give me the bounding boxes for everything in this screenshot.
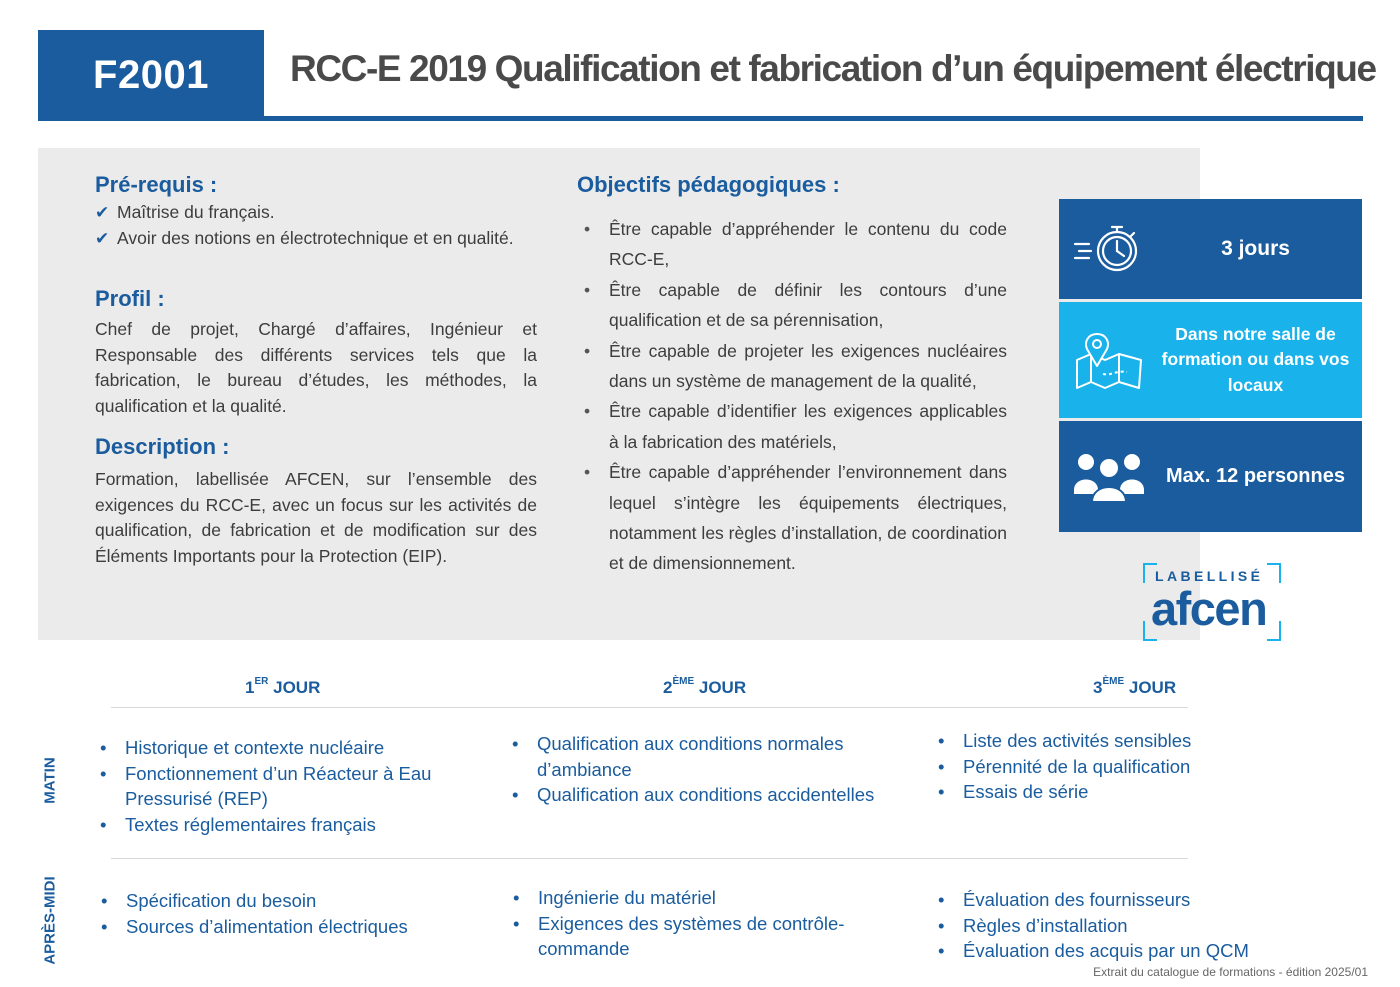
list-item: • Liste des activités sensibles <box>938 728 1338 754</box>
matin-day-3-list <box>938 728 1338 805</box>
apres-midi-day-2-list <box>513 885 903 962</box>
divider <box>111 858 1188 859</box>
page-title: RCC-E 2019 Qualification et fabrication d’un équipement électrique <box>290 48 1376 89</box>
duration-box <box>1059 199 1362 299</box>
list-item: • Qualification aux conditions normales d’ambiance <box>512 731 902 782</box>
matin-day-2-list <box>512 731 902 808</box>
footer-text: Extrait du catalogue de formations - édition 2025/01 <box>1093 965 1368 979</box>
profil-text: Chef de projet, Chargé d’affaires, Ingénieur et Responsable des différents services tels que la fabrication, le bureau d’études, les méthodes, la qualification et la qualité. <box>95 319 537 416</box>
list-item: • Ingénierie du matériel <box>513 885 903 911</box>
list-item: • Règles d’installation <box>938 913 1338 939</box>
list-item: • Exigences des systèmes de contrôle-commande <box>513 911 903 962</box>
checkmark-icon: ✔ <box>95 228 110 248</box>
course-code: F2001 <box>38 30 264 120</box>
list-item: • Historique et contexte nucléaire <box>100 735 460 761</box>
profil-heading: Profil : <box>95 286 165 311</box>
divider <box>111 707 1188 708</box>
matin-day-1-list <box>100 735 460 837</box>
afcen-logo <box>1143 563 1281 641</box>
location-box <box>1059 302 1362 418</box>
location-label: Dans notre salle de formation ou dans vos locaux <box>1161 323 1350 395</box>
objectifs-heading: Objectifs pédagogiques : <box>577 172 840 197</box>
list-item: • Être capable de définir les contours d’une qualification et de sa pérennisation, <box>584 279 1007 331</box>
stopwatch-icon <box>1059 199 1159 299</box>
day-3-heading: 3ÈME JOUR <box>1093 676 1177 697</box>
description-text: Formation, labellisée AFCEN, sur l’ensemble des exigences du RCC-E, avec un focus sur les activités de qualification, de fabrication et de modification sur des Éléments Importants pour la Protection (EIP). <box>95 469 537 566</box>
list-item: • Essais de série <box>938 779 1338 805</box>
matin-label: MATIN <box>41 757 59 804</box>
list-item: • Être capable d’appréhender l’environnement dans lequel s’intègre les équipements électriques, notamment les règles d’installation, de coordination et de dimensionnement. <box>584 462 1007 574</box>
list-item: • Qualification aux conditions accidentelles <box>512 782 902 808</box>
people-group-icon <box>1059 421 1159 532</box>
prerequis-list <box>95 200 545 251</box>
apres-midi-day-1-list <box>101 888 481 939</box>
list-item: • Textes réglementaires français <box>100 812 460 838</box>
duration-label: 3 jours <box>1221 237 1290 260</box>
capacity-label: Max. 12 personnes <box>1166 465 1345 487</box>
apres-midi-label: APRÈS-MIDI <box>41 876 59 965</box>
list-item: • Évaluation des fournisseurs <box>938 887 1338 913</box>
description-heading: Description : <box>95 434 230 459</box>
list-item: • Être capable d’appréhender le contenu du code RCC-E, <box>584 219 1007 270</box>
objectifs-list <box>580 214 1007 579</box>
apres-midi-day-3-list <box>938 887 1338 964</box>
list-item: ✔ Maîtrise du français. <box>95 200 545 226</box>
prerequis-heading: Pré-requis : <box>95 172 218 197</box>
day-1-heading: 1ER JOUR <box>245 676 321 697</box>
capacity-box <box>1059 421 1362 532</box>
checkmark-icon: ✔ <box>95 203 110 222</box>
list-item: • Spécification du besoin <box>101 888 481 914</box>
map-pin-icon <box>1059 302 1159 418</box>
title-underline <box>38 116 1363 121</box>
list-item: • Pérennité de la qualification <box>938 754 1338 780</box>
list-item: • Évaluation des acquis par un QCM <box>938 938 1338 964</box>
list-item: • Être capable d’identifier les exigences applicables à la fabrication des matériels, <box>584 401 1007 452</box>
list-item: ✔ Avoir des notions en électrotechnique et en qualité. <box>95 226 545 252</box>
list-item: • Fonctionnement d’un Réacteur à Eau Pressurisé (REP) <box>100 761 460 812</box>
list-item: • Sources d’alimentation électriques <box>101 914 481 940</box>
logo-name: afcen <box>1151 582 1267 635</box>
logo-label: LABELLISÉ <box>1155 568 1264 584</box>
day-2-heading: 2ÈME JOUR <box>663 676 747 697</box>
list-item: • Être capable de projeter les exigences nucléaires dans un système de management de la qualité, <box>584 340 1007 392</box>
